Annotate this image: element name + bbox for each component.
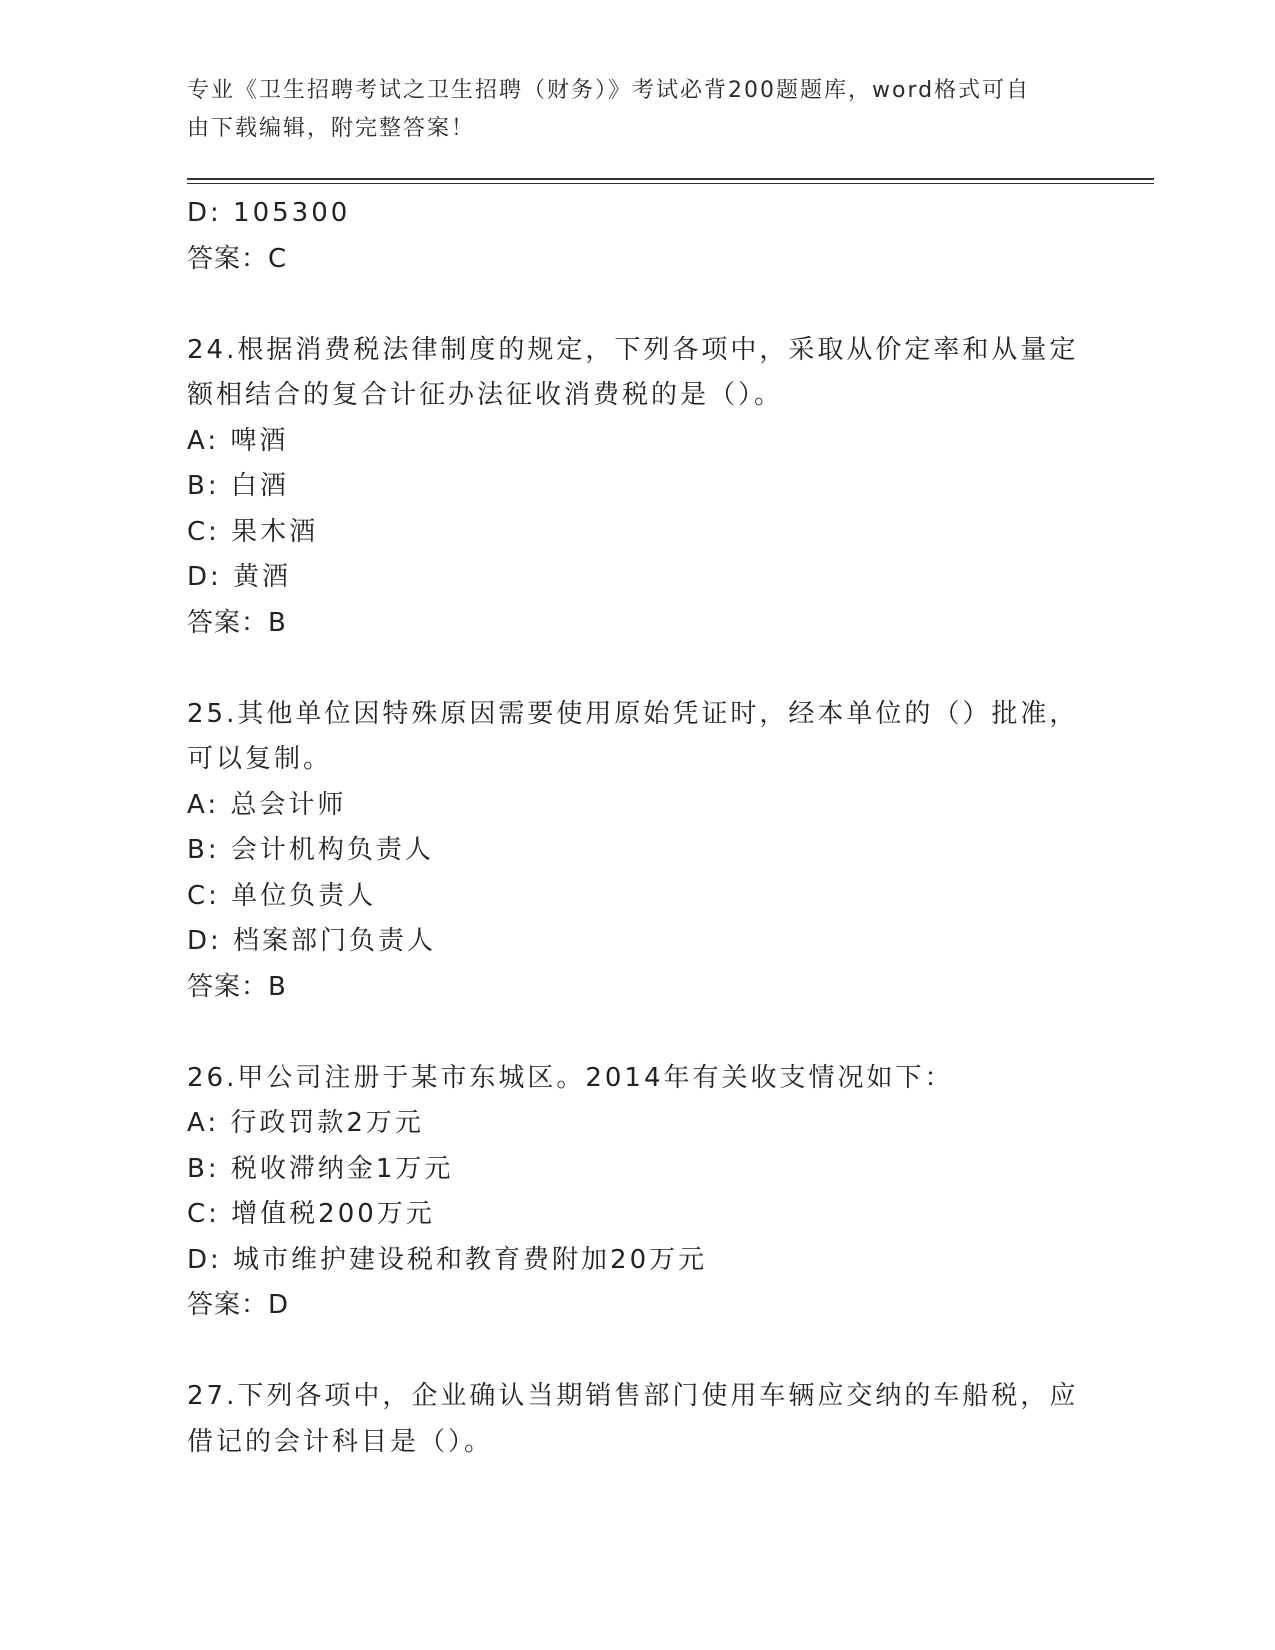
question-text-line: 借记的会计科目是（）。 xyxy=(187,1426,494,1457)
option-c: C: 单位负责人 xyxy=(187,880,377,911)
option-d: D: 档案部门负责人 xyxy=(187,926,437,956)
question-content xyxy=(187,191,1087,1465)
header-divider-thin xyxy=(187,183,1154,184)
option-a: A: 啤酒 xyxy=(187,425,289,456)
header-divider-thick xyxy=(187,178,1154,180)
question-text-line: 25.其他单位因特殊原因需要使用原始凭证时，经本单位的（）批准， xyxy=(187,698,1079,729)
question-text-line: 可以复制。 xyxy=(187,744,333,774)
option-c: C: 果木酒 xyxy=(187,516,319,547)
option-b: B: 白酒 xyxy=(187,471,289,501)
question-24 xyxy=(187,328,1087,647)
question-text-line: 27.下列各项中，企业确认当期销售部门使用车辆应交纳的车船税，应 xyxy=(187,1381,1079,1411)
question-25 xyxy=(187,692,1087,1011)
question-26 xyxy=(187,1056,1087,1329)
header-line-2: 由下载编辑，附完整答案！ xyxy=(187,116,476,141)
spacer xyxy=(187,1329,1087,1375)
option-c: C: 增值税200万元 xyxy=(187,1199,435,1229)
option-a: A: 行政罚款2万元 xyxy=(187,1108,424,1138)
option-b: B: 会计机构负责人 xyxy=(187,835,434,865)
spacer xyxy=(187,646,1087,692)
option-d: D: 黄酒 xyxy=(187,562,292,592)
answer: 答案：B xyxy=(187,607,287,638)
header-line-1: 专业《卫生招聘考试之卫生招聘（财务）》考试必背200题题库，word格式可自 xyxy=(187,78,1031,103)
question-27 xyxy=(187,1374,1087,1465)
question-text-line: 26.甲公司注册于某市东城区。2014年有关收支情况如下： xyxy=(187,1062,954,1093)
answer: 答案：B xyxy=(187,971,287,1002)
question-text-line: 24.根据消费税法律制度的规定，下列各项中，采取从价定率和从量定 xyxy=(187,334,1079,365)
option-d: D: 城市维护建设税和教育费附加20万元 xyxy=(187,1244,708,1275)
spacer xyxy=(187,282,1087,328)
option-a: A: 总会计师 xyxy=(187,789,347,820)
answer: 答案：D xyxy=(187,1290,290,1320)
spacer xyxy=(187,1010,1087,1056)
prev-option-d: D: 105300 xyxy=(187,198,351,228)
prev-answer: 答案：C xyxy=(187,243,288,274)
option-b: B: 税收滞纳金1万元 xyxy=(187,1153,454,1184)
document-header xyxy=(187,72,1067,148)
question-text-line: 额相结合的复合计征办法征收消费税的是（）。 xyxy=(187,380,784,410)
